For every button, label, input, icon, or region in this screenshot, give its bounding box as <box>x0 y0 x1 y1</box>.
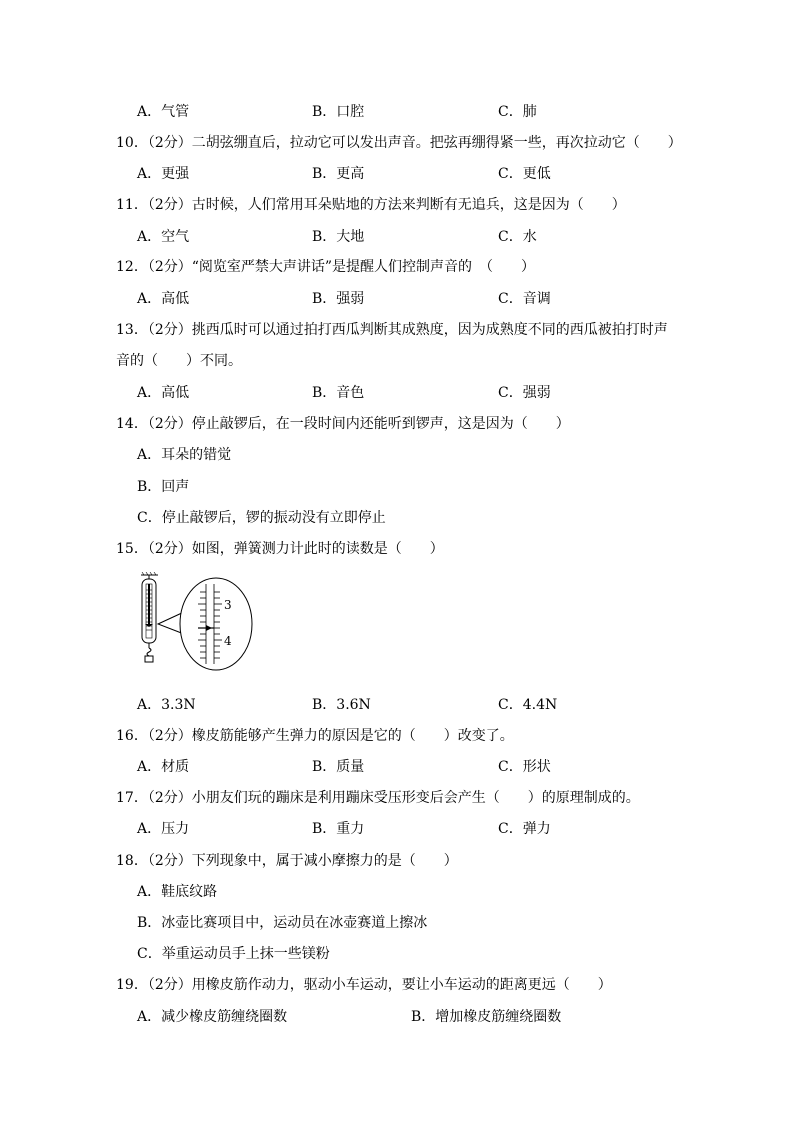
q13-option-c: C．强弱 <box>498 385 551 401</box>
q15-option-b: B．3.6N <box>312 697 371 713</box>
q12-stem: 12．（2分）“阅览室严禁大声讲话”是提醒人们控制声音的 （ ） <box>116 259 536 275</box>
scale-hook <box>147 643 151 656</box>
q11-option-c: C．水 <box>498 229 537 245</box>
q16-option-a: A．材质 <box>137 759 190 775</box>
q14-option-b: B．回声 <box>137 479 190 495</box>
q19-option-a: A．减少橡皮筋缠绕圈数 <box>137 1009 288 1025</box>
q16-option-b: B．质量 <box>312 759 365 775</box>
q17-option-a: A．压力 <box>137 821 190 837</box>
q10-option-a: A．更强 <box>137 166 190 182</box>
scale-label-3: 3 <box>224 598 232 612</box>
q12-option-c: C．音调 <box>498 291 551 307</box>
q15-stem: 15．（2分）如图，弹簧测力计此时的读数是（ ） <box>116 541 444 557</box>
q19-option-b: B．增加橡皮筋缠绕圈数 <box>411 1009 562 1025</box>
q11-option-a: A．空气 <box>137 229 190 245</box>
q14-option-c: C．停止敲锣后，锣的振动没有立即停止 <box>137 510 386 526</box>
q12-option-b: B．强弱 <box>312 291 365 307</box>
q15-option-a: A．3.3N <box>137 697 196 713</box>
q14-option-a: A．耳朵的错觉 <box>137 447 232 463</box>
q13-option-b: B．音色 <box>312 385 365 401</box>
q18-option-c: C．举重运动员手上抹一些镁粉 <box>137 946 330 962</box>
q18-option-a: A．鞋底纹路 <box>137 884 218 900</box>
q16-option-c: C．形状 <box>498 759 551 775</box>
q13-option-a: A．高低 <box>137 385 190 401</box>
q16-stem: 16．（2分）橡皮筋能够产生弹力的原因是它的（ ）改变了。 <box>116 728 514 744</box>
spring-scale-figure <box>136 572 266 672</box>
q17-option-c: C．弹力 <box>498 821 551 837</box>
q12-option-a: A．高低 <box>137 291 190 307</box>
q18-option-b: B．冰壶比赛项目中，运动员在冰壶赛道上擦冰 <box>137 915 428 931</box>
q13-stem-line2: 音的（ ）不同。 <box>116 353 242 369</box>
q11-stem: 11．（2分）古时候，人们常用耳朵贴地的方法来判断有无追兵，这是因为（ ） <box>116 197 626 213</box>
q15-option-c: C．4.4N <box>498 697 558 713</box>
scale-weight <box>145 656 153 662</box>
q9-option-c: C．肺 <box>498 104 537 120</box>
scale-top-mount <box>141 572 158 579</box>
q14-stem: 14．（2分）停止敲锣后，在一段时间内还能听到锣声，这是因为（ ） <box>116 416 570 432</box>
scale-spring <box>148 584 150 624</box>
q9-option-a: A．气管 <box>137 104 190 120</box>
q9-option-b: B．口腔 <box>312 104 365 120</box>
q10-option-b: B．更高 <box>312 166 365 182</box>
q10-option-c: C．更低 <box>498 166 551 182</box>
q13-stem-line1: 13．（2分）挑西瓜时可以通过拍打西瓜判断其成熟度，因为成熟度不同的西瓜被拍打时声 <box>116 322 668 338</box>
q10-stem: 10．（2分）二胡弦绷直后，拉动它可以发出声音。把弦再绷得紧一些，再次拉动它（ ） <box>116 135 682 151</box>
q17-stem: 17．（2分）小朋友们玩的蹦床是利用蹦床受压形变后会产生（ ）的原理制成的。 <box>116 790 640 806</box>
q19-stem: 19．（2分）用橡皮筋作动力，驱动小车运动，要让小车运动的距离更远（ ） <box>116 977 612 993</box>
q17-option-b: B．重力 <box>312 821 365 837</box>
q18-stem: 18．（2分）下列现象中，属于减小摩擦力的是（ ） <box>116 853 458 869</box>
q11-option-b: B．大地 <box>312 229 365 245</box>
scale-label-4: 4 <box>224 634 232 648</box>
